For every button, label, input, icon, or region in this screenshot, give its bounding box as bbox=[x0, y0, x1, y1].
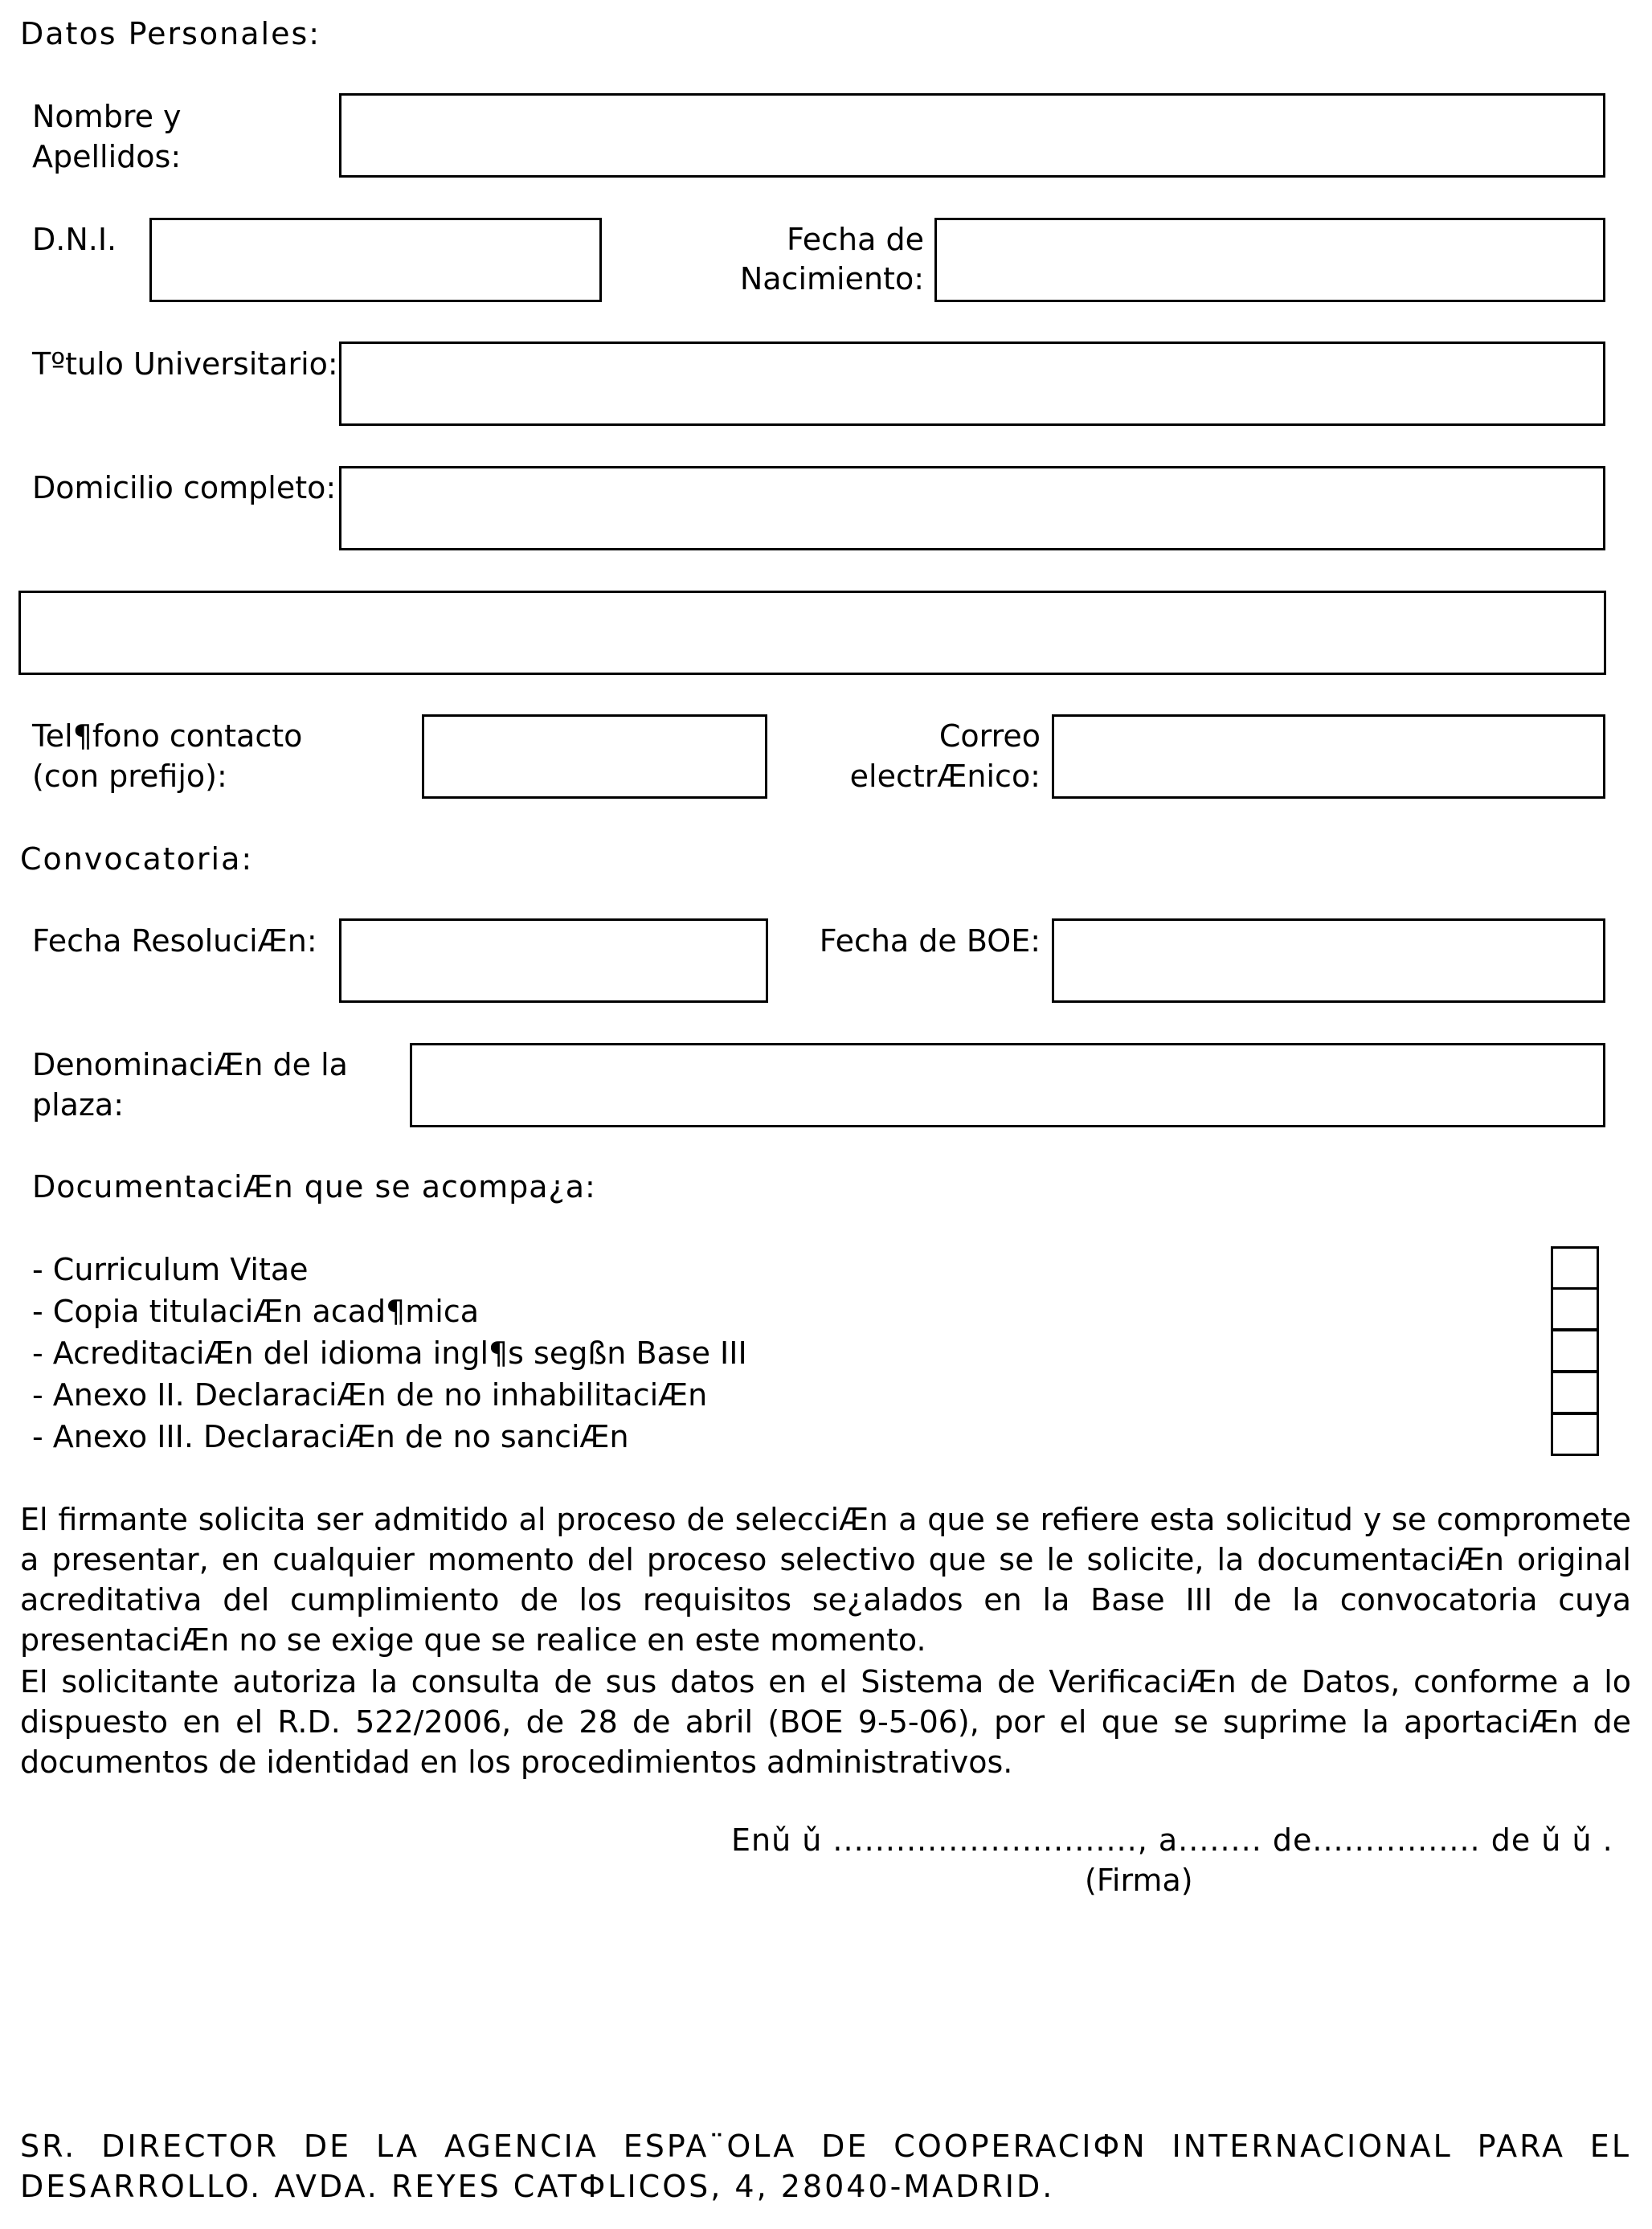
address-field-line-2[interactable] bbox=[18, 591, 1606, 675]
declaration-paragraph-2: El solicitante autoriza la consulta de sus datos en el Sistema de VerificaciÆn de Datos, conforme a lo dispuesto en el R.D. 522/2006, de 28 de abril (BOE 9-5-06), por el que se suprime la aportaciÆn de documentos de identidad en los procedimientos administrativos. bbox=[20, 1664, 1631, 1780]
convocatoria-heading: Convocatoria: bbox=[20, 841, 254, 877]
position-label-line-2: plaza: bbox=[32, 1087, 124, 1123]
email-label-line-1: Correo bbox=[938, 718, 1041, 754]
resolution-date-label: Fecha ResoluciÆn: bbox=[32, 923, 317, 959]
university-title-label: Tºtulo Universitario: bbox=[32, 346, 338, 382]
name-label-line-2: Apellidos: bbox=[32, 139, 182, 174]
birth-date-label-line-2: Nacimiento: bbox=[739, 261, 924, 297]
addressee-footer: SR. DIRECTOR DE LA AGENCIA ESPA¨OLA DE COOPERACIФN INTERNACIONAL PARA EL DESARROLLO. AVDA. REYES CATФLICOS, 4, 28040-MADRID. bbox=[20, 2129, 1631, 2204]
checkbox-english[interactable] bbox=[1551, 1329, 1599, 1372]
declaration-paragraph-1: El firmante solicita ser admitido al proceso de selecciÆn a que se refiere esta solicitud y se compromete a presentar, en cualquier momento del proceso selectivo que se le solicite, la documentaciÆn original acreditativa del cumplimiento de los requisitos se¿alados en la Base III de la convocatoria cuya presentaciÆn no se exige que se realice en este momento. bbox=[20, 1502, 1631, 1658]
document-item-degree-copy: - Copia titulaciÆn acad¶mica bbox=[32, 1294, 480, 1329]
phone-label-line-2: (con prefijo): bbox=[32, 759, 227, 794]
birth-date-field[interactable] bbox=[934, 218, 1605, 302]
document-item-annex-3: - Anexo III. DeclaraciÆn de no sanciÆn bbox=[32, 1419, 629, 1454]
checkbox-cv[interactable] bbox=[1551, 1246, 1599, 1290]
position-field[interactable] bbox=[410, 1043, 1605, 1127]
position-label-line-1: DenominaciÆn de la bbox=[32, 1047, 348, 1082]
signature-date-line: Enǔ ǔ ............................., a........ de................ de ǔ ǔ . bbox=[731, 1822, 1613, 1858]
email-field[interactable] bbox=[1052, 714, 1605, 799]
name-label-line-1: Nombre y bbox=[32, 99, 182, 134]
checkbox-degree-copy[interactable] bbox=[1551, 1287, 1599, 1331]
phone-field[interactable] bbox=[422, 714, 767, 799]
address-field[interactable] bbox=[339, 466, 1605, 550]
documents-heading: DocumentaciÆn que se acompa¿a: bbox=[32, 1169, 596, 1204]
signature-label: (Firma) bbox=[1085, 1863, 1193, 1898]
email-label-line-2: electrÆnico: bbox=[849, 759, 1041, 794]
document-item-cv: - Curriculum Vitae bbox=[32, 1252, 309, 1287]
checkbox-annex-3[interactable] bbox=[1551, 1413, 1599, 1456]
address-label: Domicilio completo: bbox=[32, 470, 337, 505]
dni-label: D.N.I. bbox=[32, 222, 117, 257]
phone-label-line-1: Tel¶fono contacto bbox=[32, 718, 303, 754]
boe-date-field[interactable] bbox=[1052, 918, 1605, 1003]
document-item-annex-2: - Anexo II. DeclaraciÆn de no inhabilitaciÆn bbox=[32, 1377, 708, 1413]
checkbox-annex-2[interactable] bbox=[1551, 1371, 1599, 1414]
dni-field[interactable] bbox=[149, 218, 602, 302]
name-field[interactable] bbox=[339, 93, 1605, 178]
university-title-field[interactable] bbox=[339, 342, 1605, 426]
personal-data-heading: Datos Personales: bbox=[20, 16, 321, 51]
birth-date-label-line-1: Fecha de bbox=[787, 222, 924, 257]
document-item-english: - AcreditaciÆn del idioma ingl¶s segßn Base III bbox=[32, 1335, 747, 1371]
resolution-date-field[interactable] bbox=[339, 918, 768, 1003]
boe-date-label: Fecha de BOE: bbox=[819, 923, 1041, 959]
